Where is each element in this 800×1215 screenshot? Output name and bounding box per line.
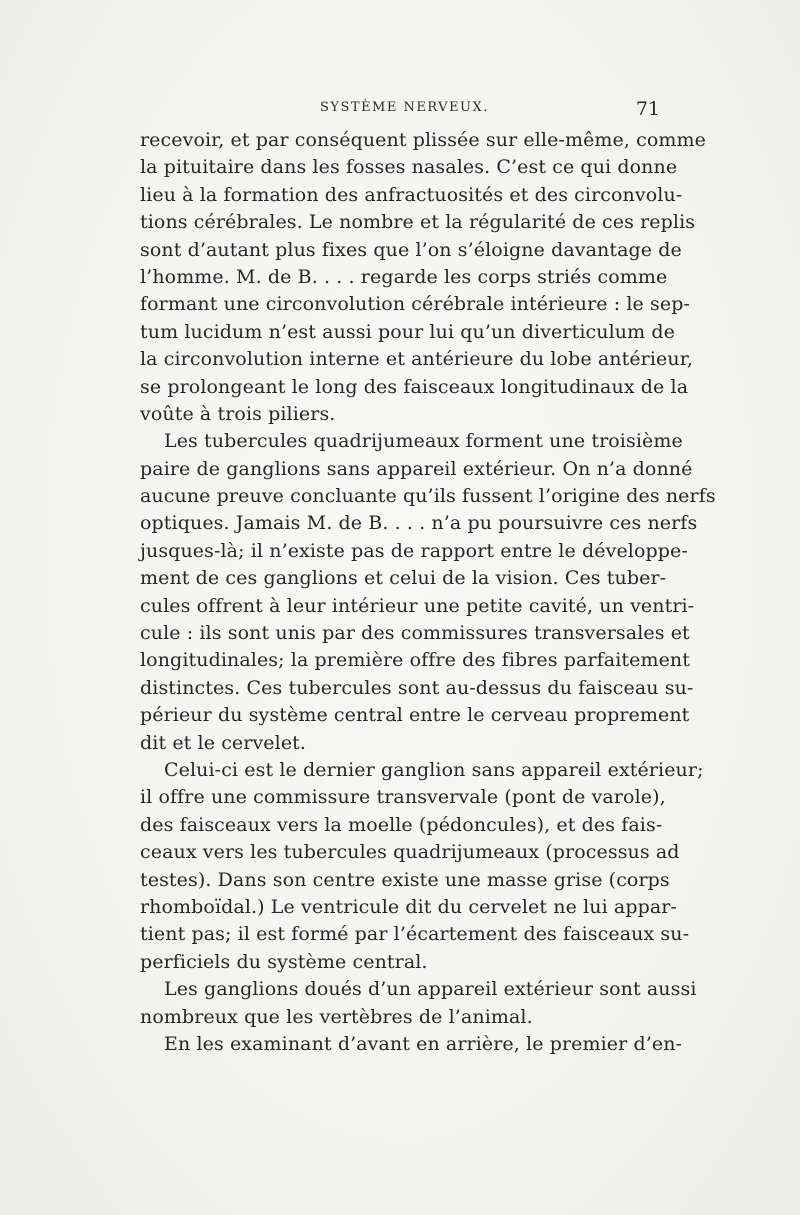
text-line: ment de ces ganglions et celui de la vision. Ces tuber- (140, 567, 667, 590)
text-line-paragraph-end: dit et le cervelet. (140, 731, 307, 754)
running-title: SYSTÈME NERVEUX. (320, 100, 489, 115)
body-text (140, 127, 716, 1058)
text-line: sont d’autant plus fixes que l’on s’éloigne davantage de (140, 238, 682, 261)
text-line-paragraph-start: Les ganglions doués d’un appareil extérieur sont aussi (164, 978, 697, 1001)
text-line: tions cérébrales. Le nombre et la régularité de ces replis (140, 211, 696, 234)
text-line: cule : ils sont unis par des commissures transversales et (140, 622, 690, 645)
text-line: testes). Dans son centre existe une masse grise (corps (140, 868, 670, 891)
text-line-paragraph-start: Celui-ci est le dernier ganglion sans appareil extérieur; (164, 758, 704, 781)
text-line: ceaux vers les tubercules quadrijumeaux (processus ad (140, 841, 680, 864)
text-line: distinctes. Ces tubercules sont au-dessus du faisceau su- (140, 676, 694, 699)
text-line: longitudinales; la première offre des fibres parfaitement (140, 649, 690, 672)
text-line: optiques. Jamais M. de B. . . . n’a pu poursuivre ces nerfs (140, 512, 698, 535)
text-line: la circonvolution interne et antérieure du lobe antérieur, (140, 348, 693, 371)
text-line: tum lucidum n’est aussi pour lui qu’un diverticulum de (140, 320, 675, 343)
text-line: périeur du système central entre le cerveau proprement (140, 704, 690, 727)
text-line: rhomboïdal.) Le ventricule dit du cervelet ne lui appar- (140, 895, 677, 918)
text-line: tient pas; il est formé par l’écartement des faisceaux su- (140, 923, 690, 946)
text-line: il offre une commissure transvervale (pont de varole), (140, 786, 666, 809)
text-line-paragraph-end: perficiels du système central. (140, 950, 428, 973)
page-number: 71 (635, 98, 660, 120)
text-line: paire de ganglions sans appareil extérieur. On n’a donné (140, 457, 693, 480)
text-line: lieu à la formation des anfractuosités et des circonvolu- (140, 183, 683, 206)
text-line: jusques-là; il n’existe pas de rapport entre le développe- (140, 539, 688, 562)
text-line: se prolongeant le long des faisceaux longitudinaux de la (140, 375, 689, 398)
text-line: la pituitaire dans les fosses nasales. C’est ce qui donne (140, 156, 678, 179)
text-line: recevoir, et par conséquent plissée sur elle-même, comme (140, 129, 707, 151)
text-line-paragraph-start: Les tubercules quadrijumeaux forment une troisième (164, 430, 683, 453)
text-line-paragraph-end: voûte à trois piliers. (140, 402, 336, 425)
text-line: l’homme. M. de B. . . . regarde les corps striés comme (140, 265, 668, 288)
text-line-paragraph-start: En les examinant d’avant en arrière, le premier d’en- (164, 1032, 683, 1055)
text-line-paragraph-end: nombreux que les vertèbres de l’animal. (140, 1005, 533, 1028)
text-line: cules offrent à leur intérieur une petite cavité, un ventri- (140, 594, 695, 617)
text-line: des faisceaux vers la moelle (pédoncules), et des fais- (140, 813, 663, 836)
text-line: formant une circonvolution cérébrale intérieure : le sep- (140, 293, 691, 316)
text-line: aucune preuve concluante qu’ils fussent l’origine des nerfs (140, 485, 716, 508)
running-head (140, 100, 660, 124)
